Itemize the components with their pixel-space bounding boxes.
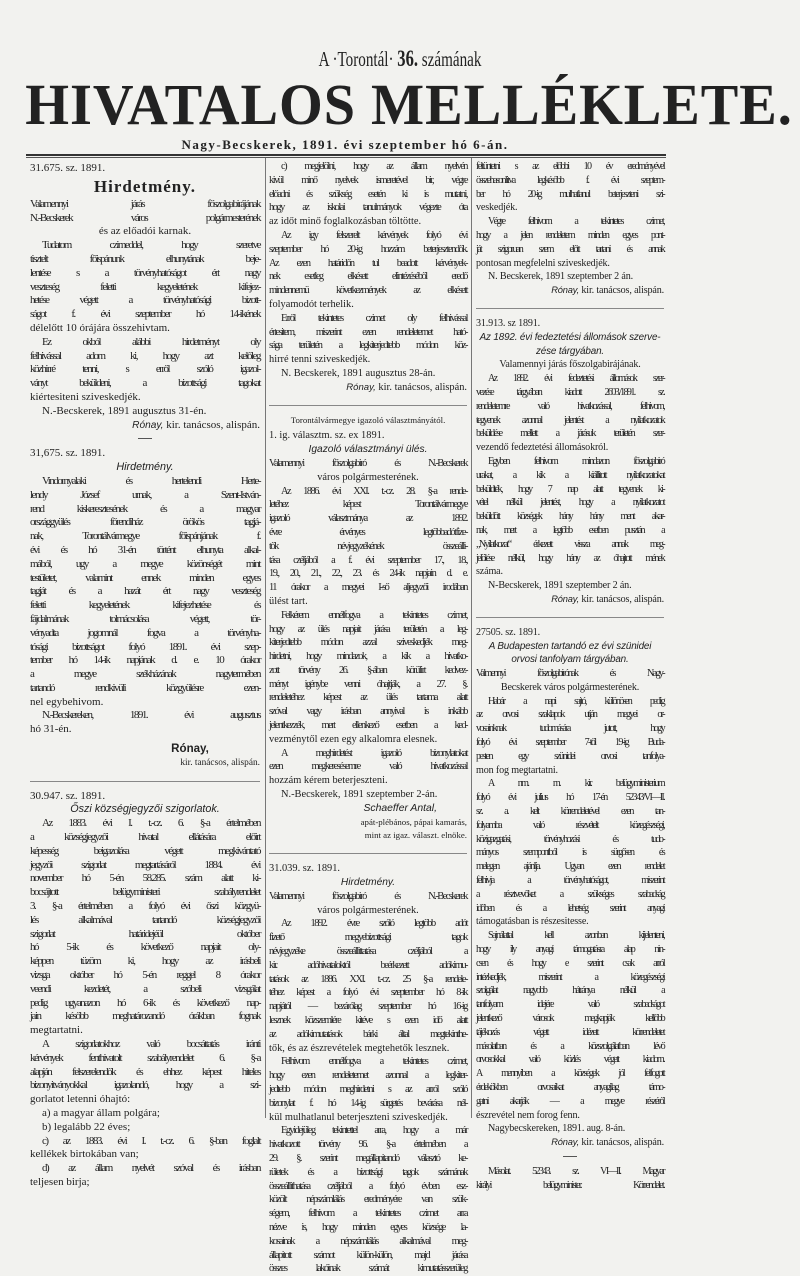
- text-line: testületet, valamint ennek minden egyes: [30, 571, 260, 584]
- paragraph: [269, 747, 467, 788]
- text-line: mindennemü következmények az elkésett: [269, 285, 467, 297]
- text-line: rend kiskeresztesének és a magyar: [30, 502, 260, 515]
- text-line: sz. a. kelt körrendeletével ezen tan-: [476, 806, 664, 818]
- signature-line: [476, 1136, 664, 1150]
- text-line: előadni és szükség esetén ki is mutatni,: [269, 188, 467, 200]
- column-divider: [471, 158, 472, 1118]
- text-line: hirré tenni sziveskedjék.: [269, 354, 371, 366]
- paragraph: [30, 709, 260, 737]
- text-line: Ez okból alábbi hirdetményt oly: [42, 335, 260, 348]
- text-line: hogy az ülés napjait járása területén a leg-: [269, 623, 467, 635]
- text-line: hó 31-én.: [30, 723, 72, 736]
- addressee-line: Valamennyi főszolgabiró és N.-Becskerek: [269, 890, 467, 902]
- text-line: felhivással adom ki, hogy azt kelőleg: [30, 349, 260, 362]
- addressee-line: Valmennyi főszolgabirónak és Nagy-: [476, 668, 664, 680]
- addressee-line: város polgármesterének.: [317, 904, 419, 916]
- paragraph: [30, 1162, 260, 1190]
- text-line: tember hó 14-ik napjának d. e. 10 órakor: [30, 654, 260, 667]
- text-line: összes lakóinak számát kimutatásszerüleg: [269, 1263, 467, 1275]
- text-line: tósági bizottságot folyó 1891. évi szep-: [30, 640, 260, 653]
- notice-date: Nagybecskereken, 1891. aug. 8-án.: [488, 1123, 626, 1135]
- text-line: veendi kezdetét, a szóbeli vizsgálat: [30, 982, 260, 995]
- text-line: vezendő fedeztetési állomásokról.: [476, 442, 609, 454]
- text-line: közigazgatási, törvényhozási és tudo-: [476, 833, 664, 845]
- text-line: az időt minő foglalkozásban töltötte.: [269, 216, 422, 228]
- paragraph: [30, 1121, 260, 1135]
- signatory-title: kir. tanácsos, alispán.: [581, 1137, 664, 1149]
- text-line: értesitem, miszerint ezen rendeletemet ható-: [269, 326, 467, 338]
- notice-date: N. Becskerek, 1891 augusztus 28-án.: [281, 367, 436, 379]
- text-line: „Nyilatkozat“ érkezett vissza annak meg-: [476, 538, 664, 550]
- text-line: jelentkező városok megkapják kellőbb: [476, 1013, 664, 1025]
- text-line: szigorlat határidejéül október: [30, 927, 260, 940]
- text-line: bizonylat f. hó 14-ig sürgetés bevárása nél-: [269, 1097, 467, 1109]
- text-line: tanfolyam idejére való szabadságot: [476, 999, 664, 1011]
- addressee-line: és az előadói karnak.: [98, 225, 192, 238]
- paragraph: [476, 372, 664, 455]
- text-line: téhez képest a folyó évi szeptember hó 8-ik: [269, 987, 467, 999]
- paragraph: [269, 160, 467, 229]
- text-line: folyamba való részvételt közegészségi,: [476, 819, 664, 831]
- text-line: tartandó rendkivüli közgyülésre ezen-: [30, 681, 260, 694]
- addressee-line: város polgármesterének.: [317, 471, 419, 483]
- notice-number: 31,675. sz. 1891.: [30, 447, 106, 460]
- text-line: letéhez képest Torontálvármegye: [269, 499, 467, 511]
- text-line: igazoló választmánya az 1892.: [269, 513, 467, 525]
- text-line: ber hó 20-ig mulhatlanul beterjeszteni szi-: [476, 188, 664, 200]
- text-line: Felkérem ennélfogva a tekintetes czimet,: [281, 609, 467, 621]
- text-line: c) megjelölni, hogy az állam nyelvén: [281, 161, 467, 172]
- text-line: feletti kegyeletének kifejezhetése és: [30, 599, 260, 612]
- text-line: tájékozás végett idézett körrendeletet: [476, 1026, 664, 1038]
- text-line: kiértesiteni sziveskedjék.: [30, 390, 141, 403]
- text-line: Az 1892. évre szóló legtöbb adót: [281, 918, 467, 930]
- signature: [476, 593, 664, 607]
- text-line: bizonyitványokkal igazolandó, hogy a szi-: [30, 1079, 260, 1092]
- text-line: melegen ajánlja. Ugyan ezen rendelet: [476, 861, 664, 873]
- text-line: A meghirdetést igazoló bizonylatokat: [281, 747, 467, 759]
- text-line: fájdalmának tolmácsolása végett, tör-: [30, 612, 260, 625]
- masthead-title: HIVATALOS MELLÉKLETE.: [25, 72, 793, 137]
- text-line: beküldték, hogy 7 nap alatt tegyenek ki-: [476, 483, 664, 495]
- signatory-name: Rónay,: [551, 593, 580, 604]
- text-line: N.-Becskereken, 1891. évi augusztus: [42, 709, 260, 722]
- notice-number: 1. ig. választm. sz. ex 1891.: [269, 430, 385, 442]
- addressee-line: N.-Becskerek város polgármesterének: [30, 211, 260, 224]
- title-line: Az 1892. évi fedeztetési állomások szerve-: [479, 331, 661, 343]
- column-divider: [265, 158, 266, 1118]
- text-line: állapitott számot külön-külön, majd járása: [269, 1249, 467, 1261]
- text-line: mon fog megtartatni.: [476, 764, 558, 776]
- notice-addressee: [30, 198, 260, 239]
- text-line: lesznek közszemlére kitéve s ezen idő alatt: [269, 1015, 467, 1027]
- title-line: zése tárgyában.: [535, 345, 605, 357]
- text-line: érdekökben orvosaikat anyagilag támo-: [476, 1082, 664, 1093]
- text-line: Az ezen határidőn tul beadott kérvények-: [269, 257, 467, 269]
- notice-title: [269, 876, 467, 890]
- text-line: rületek és a bizottsági tagok számának: [269, 1166, 467, 1178]
- signature-line: [476, 593, 664, 607]
- notice-title: [476, 640, 664, 668]
- paragraph: [30, 336, 260, 405]
- text-line: hó 5-ik és következő napjait oly-: [30, 941, 260, 954]
- kicker-paper: A ·Torontál·: [318, 47, 394, 71]
- text-line: kellékek birtokában van;: [30, 1148, 139, 1161]
- paragraph: [476, 777, 664, 929]
- separator-rule: [269, 405, 467, 406]
- text-line: hirdetni, hogy mindazok, a kik a hivatko-: [269, 651, 467, 663]
- notice-addressee: [269, 457, 467, 485]
- signature-line: [476, 284, 664, 298]
- notice-date: N. Becskerek, 1891 szeptember 2 án.: [488, 271, 633, 283]
- paragraph: [269, 917, 467, 1055]
- notice-number: 31.039. sz. 1891.: [269, 863, 340, 875]
- signature: [30, 743, 260, 771]
- text-line: jelölése nélkül, hogy hány az óhajtott mének: [476, 552, 664, 564]
- text-line: feltüntetni s az előbbi 10 év eredményével: [476, 161, 664, 172]
- text-line: teljesen birja;: [30, 1175, 90, 1188]
- signatory-title: apát-plébános, pápai kamarás,: [360, 816, 467, 827]
- text-line: összeállithatása czéljából a folyó évben esz-: [269, 1180, 467, 1192]
- signatory-name: Rónay,: [171, 743, 209, 756]
- column-2: [269, 160, 467, 1276]
- text-line: vezménytől ezen egy alkalomra elesnek.: [269, 733, 438, 745]
- signature: [30, 419, 260, 433]
- text-line: Felhivom ennélfogva a tekintetes czimet,: [281, 1056, 467, 1068]
- text-line: a) a magyar állam polgára;: [42, 1107, 160, 1119]
- text-line: felhivja a törvényhatóságot, miszerint: [476, 875, 664, 887]
- paragraph: [476, 1165, 664, 1193]
- text-line: Egyidejüleg tekintettel arra, hogy a már: [281, 1125, 467, 1137]
- text-line: pontosan megfelelni sziveskedjék.: [476, 257, 610, 269]
- separator-rule: [476, 617, 664, 618]
- text-line: ülést tart.: [269, 595, 308, 607]
- text-line: másolatban és a közszolgálatban lévő: [476, 1040, 664, 1052]
- text-line: a községjegyzői hivatal ellátására előirt: [30, 831, 260, 844]
- title-line: Hirdetmény.: [116, 461, 174, 474]
- text-line: bocsájtott belügyministeri szabályrendelet: [30, 886, 260, 899]
- notice-title: [30, 803, 260, 817]
- text-line: hogy ezen rendeletemet azonnal a legkiter-: [269, 1070, 467, 1082]
- text-line: királyi belügyminister. Körrendelet.: [476, 1179, 664, 1191]
- text-line: tők névjegyzékének összeálli-: [269, 540, 467, 552]
- text-line: veskedjék.: [476, 202, 518, 214]
- paragraph: [476, 929, 664, 1122]
- text-line: lentése s a törvényhatóságot ért nagy: [30, 266, 260, 279]
- separator-rule: [30, 781, 260, 782]
- paragraph: [30, 239, 260, 336]
- text-line: vezése tárgyában kiadott 2603./1891. sz.: [476, 386, 664, 398]
- text-line: lés alkalmával tartandó községjegyzői: [30, 913, 260, 926]
- text-line: gorlatot letenni óhajtó:: [30, 1093, 131, 1106]
- text-line: Egyben felhivom mindazon főszolgabiró: [488, 455, 664, 467]
- text-line: intézkedjék, miszerint a közegészségi: [476, 971, 664, 983]
- text-line: rendeletemre való hivatkozással, felhivom,: [476, 400, 664, 412]
- text-line: orvosokkal való közlés végett kiadom.: [476, 1054, 664, 1066]
- text-line: vétel nélkül jelentést, hogy a nyilatkozatot: [476, 497, 664, 509]
- signature: [476, 1136, 664, 1150]
- text-line: jelentkezzék, mert ellenkező esetben a ked-: [269, 720, 467, 732]
- text-line: kivül minő nyelvek ismeretével bir, végre: [269, 174, 467, 186]
- notice-date: N-Becskerek, 1891 szeptember 2 án.: [488, 580, 632, 592]
- text-line: napjától — bezárólag szeptember hó 16-ig: [269, 1001, 467, 1013]
- text-line: jedtebb módon meghirdetni s az arról szóló: [269, 1084, 467, 1095]
- text-line: hogy a jelen rendeletem minden egyes pont-: [476, 229, 664, 241]
- text-line: c) az 1883. évi I. t.-cz. 6. §-ban foglalt: [42, 1134, 260, 1147]
- text-line: 11 órakor a megyei I-ső aljegyzői irodában: [269, 582, 467, 594]
- text-line: évre érvényes legtöbbadótfize-: [269, 526, 467, 538]
- paragraph: [476, 455, 664, 579]
- kicker-issue-number: 36.: [397, 46, 419, 71]
- text-line: ságot f. évi szeptember hó 14-ikének: [30, 308, 260, 321]
- text-line: nak, Torontálvármegye főispánjának f.: [30, 530, 260, 543]
- text-line: az orvosi szaklapok utján megyei or-: [476, 709, 664, 721]
- text-line: az adókimutatások bárki által megtekinthe-: [269, 1028, 467, 1040]
- text-line: képpen tüzöm ki, hogy az irásbeli: [30, 955, 260, 968]
- signatory-name: Schaeffer Antal,: [363, 802, 437, 814]
- text-line: b) legalább 22 éves;: [42, 1120, 131, 1133]
- text-line: november hó 5-én 58.285. szám alatt ki-: [30, 872, 260, 885]
- text-line: hivatkozott törvény 96. §-a értelmében a: [269, 1139, 467, 1151]
- title-line: Hirdetmény.: [340, 877, 396, 889]
- text-line: A mennyiben a községek jól felfogott: [476, 1068, 664, 1080]
- text-line: évi és hó 31-én történt elhunyta alkal-: [30, 543, 260, 556]
- text-line: észrevétel nem forog fenn.: [476, 1109, 580, 1121]
- addressee-line: Valamennyi járás főszolgabirájának.: [499, 359, 641, 371]
- text-line: szolgálat nagyobb hátránya nélkül a: [476, 985, 664, 997]
- notice-date: N.-Becskerek, 1891 szeptember 2-án.: [281, 789, 438, 801]
- signatory-title: mint az igaz. választ. elnöke.: [364, 830, 467, 841]
- paragraph: [30, 475, 260, 710]
- separator-rule: [563, 1156, 577, 1157]
- text-line: jegyzői szigorlat megtartásáról 1884. évi: [30, 858, 260, 871]
- text-line: gatni akarják — a megye részéről: [476, 1095, 664, 1107]
- text-line: délelőtt 10 órájára összehivtam.: [30, 321, 170, 334]
- signature-line: [30, 419, 260, 433]
- column-1: [30, 160, 260, 1190]
- text-line: vizsga október hó 5-én reggel 8 órakor: [30, 969, 260, 982]
- text-line: névjegyzéke összeállittatása czéljából a: [269, 946, 467, 958]
- text-line: hogy az iskolai tanulmányok végezte óta: [269, 202, 467, 214]
- text-line: sága területén a legkiterjedtebb módon köz-: [269, 340, 467, 352]
- column-3: [476, 160, 664, 1193]
- signatory-name: Rónay,: [132, 419, 164, 431]
- text-line: Az 1892. évi fedeztetési állomások szer-: [488, 373, 664, 385]
- text-line: tisztelt főispánunk elhunytának beje-: [30, 252, 260, 265]
- notice-title: [269, 443, 467, 457]
- text-line: A szigorlatokhoz való bocsáttatás iránti: [42, 1038, 260, 1051]
- signatory-title: kir. tanácsos, alispán.: [581, 285, 664, 297]
- issuing-office: Torontálvármegye igazoló választmányától.: [290, 414, 446, 425]
- signatory-title: kir. tanácsos, alispán.: [166, 418, 260, 431]
- text-line: mányos szempontból is sürgősen és: [476, 847, 664, 859]
- text-line: összehasonlitva legkésőbb f. évi szeptem-: [476, 174, 664, 186]
- text-line: Habár a napi sajtó, különösen pedig: [488, 695, 664, 707]
- notice-number: 31.913. sz 1891.: [476, 317, 541, 329]
- text-line: Másolat. 52343. sz. VI—II. Magyar: [488, 1165, 664, 1177]
- text-line: folyó évi julius hó 17-én 52343/VI—II.: [476, 792, 664, 804]
- title-line: Hirdetmény.: [93, 176, 197, 196]
- notice-addressee: [476, 667, 664, 695]
- text-line: veszteség feletti kegyeletének kifejez-: [30, 280, 260, 293]
- paragraph: [269, 1124, 467, 1276]
- addressee-line: Becskerek város polgármesterének.: [500, 681, 640, 693]
- text-line: kir. adóhivataloktól beérkezett adókimu-: [269, 959, 467, 971]
- text-line: Az 1886. évi XXI. t.-cz. 28. §-a rende-: [281, 485, 467, 497]
- notice-number: 31.675. sz. 1891.: [30, 162, 106, 174]
- text-line: közhirré tenni, s erről szóló igazol-: [30, 363, 260, 376]
- text-line: folyó évi szeptember 7-től 19-ig Buda-: [476, 737, 664, 749]
- paragraph: [476, 160, 664, 215]
- paragraph: [30, 1107, 260, 1121]
- text-line: időben és a lehetség szerint anyagi: [476, 902, 664, 914]
- signatory-title: kir. tanácsos, alispán.: [581, 593, 664, 605]
- text-line: vosainknak tudomására jutott, hogy: [476, 723, 664, 735]
- text-line: Végre felhivom a tekintetes czimet,: [488, 216, 664, 228]
- text-line: tegyenek azonnal jelentést a nyilatkozatok: [476, 414, 664, 426]
- text-line: mából, ugy a megye közönségét mint: [30, 557, 260, 570]
- addressee-line: Valamennyi főszolgabiró és N.-Becskerek: [269, 457, 467, 469]
- notice-addressee: [476, 358, 664, 372]
- text-line: hetése végett a törvényhatósági bizott-: [30, 294, 260, 307]
- text-line: beküldése mellett a járásuk területén szer-: [476, 428, 664, 440]
- paragraph: [476, 215, 664, 270]
- text-line: kül mulhatlanul beterjeszteni sziveskedjék.: [269, 1111, 448, 1123]
- text-line: Az igy felszerelt kérvények folyó évi: [281, 229, 467, 241]
- text-line: folyamodót terhelik.: [269, 298, 354, 310]
- notice-number: 30.947. sz. 1891.: [30, 789, 106, 802]
- text-line: tatások az 1886. XXI. t.-cz. 25 §-a rendele-: [269, 973, 467, 985]
- paragraph: [30, 1038, 260, 1107]
- signatory-title: kir. tanácsos, alispán.: [378, 381, 467, 393]
- text-line: alapján felszerelendők és ehhez képest hiteles: [30, 1065, 260, 1078]
- text-line: ségem, felhivom a tekintetes czimet arra: [269, 1208, 467, 1220]
- supplement-kicker: [112, 46, 688, 72]
- separator-rule: [269, 853, 467, 854]
- text-line: vényadta jogomnál fogva a törvényha-: [30, 626, 260, 639]
- text-line: beküldött községek hány hány ment akar-: [476, 511, 664, 523]
- text-line: pesten egy szünidei orvosi tanfolya-: [476, 750, 664, 762]
- text-line: Erről tekintetes czimet oly felhivással: [281, 312, 467, 324]
- kicker-suffix: számának: [421, 47, 482, 71]
- signatory-title: kir. tanácsos, alispán.: [180, 757, 260, 768]
- text-line: megtartatni.: [30, 1024, 83, 1037]
- text-line: közölt népszámlálás eredményére van szük-: [269, 1194, 467, 1206]
- text-line: fizető megyebizottsági tagok: [269, 932, 467, 944]
- notice-date: N.-Becskerek, 1891 augusztus 31-én.: [42, 404, 207, 417]
- text-line: ját szigoruan szem előtt tartani és annak: [476, 243, 664, 255]
- title-line: A Budapesten tartandó ez évi szünidei: [488, 640, 652, 652]
- text-line: Vindornyalaki és hertelendi Herte-: [42, 474, 260, 487]
- paragraph: [269, 1055, 467, 1124]
- text-line: kosainak a népszámlálás alkalmával meg-: [269, 1235, 467, 1247]
- signature: [269, 802, 467, 843]
- text-line: hozzám kérem beterjeszteni.: [269, 775, 388, 787]
- text-line: zott törvény 26. §-ában körülirt kedvez-: [269, 664, 467, 676]
- text-line: 3. §-a értelmében a folyó évi őszi közgyü-: [30, 900, 260, 913]
- text-line: pedig ugyanazon hó 6-ik és következő nap-: [30, 996, 260, 1009]
- signatory-name: Rónay,: [551, 285, 580, 296]
- text-line: jain később meghatározandó órákban fognak: [30, 1010, 260, 1023]
- signature-line: [269, 381, 467, 395]
- text-line: kiterjedtebb módon azzal sziveskedjék meg-: [269, 637, 467, 649]
- text-line: urakat, a kik a kiállitott nyilatkozatokat: [476, 469, 664, 481]
- text-line: ványt beküldeni, a bizottsági tagokat: [30, 377, 260, 390]
- title-line: Őszi községjegyzői szigorlatok.: [70, 803, 220, 816]
- header-rule: [26, 154, 666, 158]
- addressee-line: Valamennyi járás főszolgabirájának: [30, 197, 260, 210]
- signature: [476, 284, 664, 298]
- text-line: nek esetleg elkésett elintézéséből eredő: [269, 271, 467, 283]
- signatory-name: Rónay,: [346, 381, 376, 393]
- text-line: hogy ily anyagi támogatásra alap nin-: [476, 944, 664, 956]
- text-line: tők, és az észrevételek megtehetők lesznek.: [269, 1042, 450, 1054]
- notice-number: 27505. sz. 1891.: [476, 626, 541, 638]
- text-line: tása czéljából a f. évi szeptember 17., 18.,: [269, 554, 467, 566]
- text-line: tagját és a hazát ért nagy veszteség: [30, 585, 260, 598]
- text-line: száma.: [476, 566, 503, 578]
- paragraph: [30, 1135, 260, 1163]
- paragraph: [269, 609, 467, 747]
- text-line: A nm. m. kir. belügyministerium: [488, 778, 664, 790]
- text-line: képesség beigazolása végett megkivántató: [30, 844, 260, 857]
- text-line: szeptember hó 20-ig hozzám beterjesztendők.: [269, 243, 467, 255]
- title-line: Igazoló választmányi ülés.: [308, 444, 428, 456]
- text-line: nel egybehivom.: [30, 695, 104, 708]
- text-line: csen és hogy e szerint csak arról: [476, 957, 664, 969]
- paragraph: [30, 817, 260, 1038]
- signatory-name: Rónay,: [551, 1137, 580, 1148]
- text-line: nak, mert a legtöbb esetben pusztán a: [476, 524, 664, 536]
- title-line: orvosi tanfolyam tárgyában.: [511, 654, 629, 666]
- text-line: ményt igénybe venni óhajtják, a 27. §.: [269, 678, 467, 690]
- text-line: Az 1883. évi I. t.-cz. 6. §-a értelmében: [42, 817, 260, 830]
- text-line: a megye székházának nagytermében: [30, 668, 260, 681]
- text-line: kérvények fenthivatolt szabályrendelet 6. §-a: [30, 1051, 260, 1064]
- paragraph: [269, 485, 467, 609]
- notice-title: [476, 331, 664, 359]
- text-line: ezen megkeresésemre való hivatkozással: [269, 761, 467, 773]
- text-line: rendeletéhez képest az ülés tartama alatt: [269, 692, 467, 704]
- paragraph: [476, 695, 664, 778]
- text-line: a résztvevőket a szükséges szabadság: [476, 888, 664, 900]
- notice-title: [30, 461, 260, 475]
- text-line: lendy József urnak, a Szent-István-: [30, 488, 260, 501]
- dateline: Nagy-Becskerek, 1891. évi szeptember hó 6-án.: [181, 137, 509, 152]
- text-line: d) az állam nyelvét szóval és irásban: [42, 1162, 260, 1175]
- text-line: Sajnálattal kell azonban kijelenteni,: [488, 930, 664, 942]
- signature: [269, 381, 467, 395]
- separator-rule: [476, 308, 664, 309]
- text-line: országgyülés főrendiház örökös tagjá-: [30, 516, 260, 529]
- paragraph: [269, 312, 467, 367]
- text-line: szóval vagy irásban annyival is inkább: [269, 706, 467, 718]
- text-line: nézve is, hogy minden egyes községe la-: [269, 1221, 467, 1233]
- text-line: 19., 20., 21., 22., 23. és 24-ik napjain d. e.: [269, 568, 467, 580]
- text-line: támogatásban is részesitesse.: [476, 916, 589, 928]
- separator-rule: [138, 438, 152, 439]
- text-line: Tudatom czimeddel, hogy szeretve: [42, 239, 260, 252]
- text-line: 29. §. szerint megállapitandó választó ke-: [269, 1152, 467, 1164]
- notice-title: [30, 176, 260, 198]
- paragraph: [269, 229, 467, 312]
- notice-addressee: [269, 890, 467, 918]
